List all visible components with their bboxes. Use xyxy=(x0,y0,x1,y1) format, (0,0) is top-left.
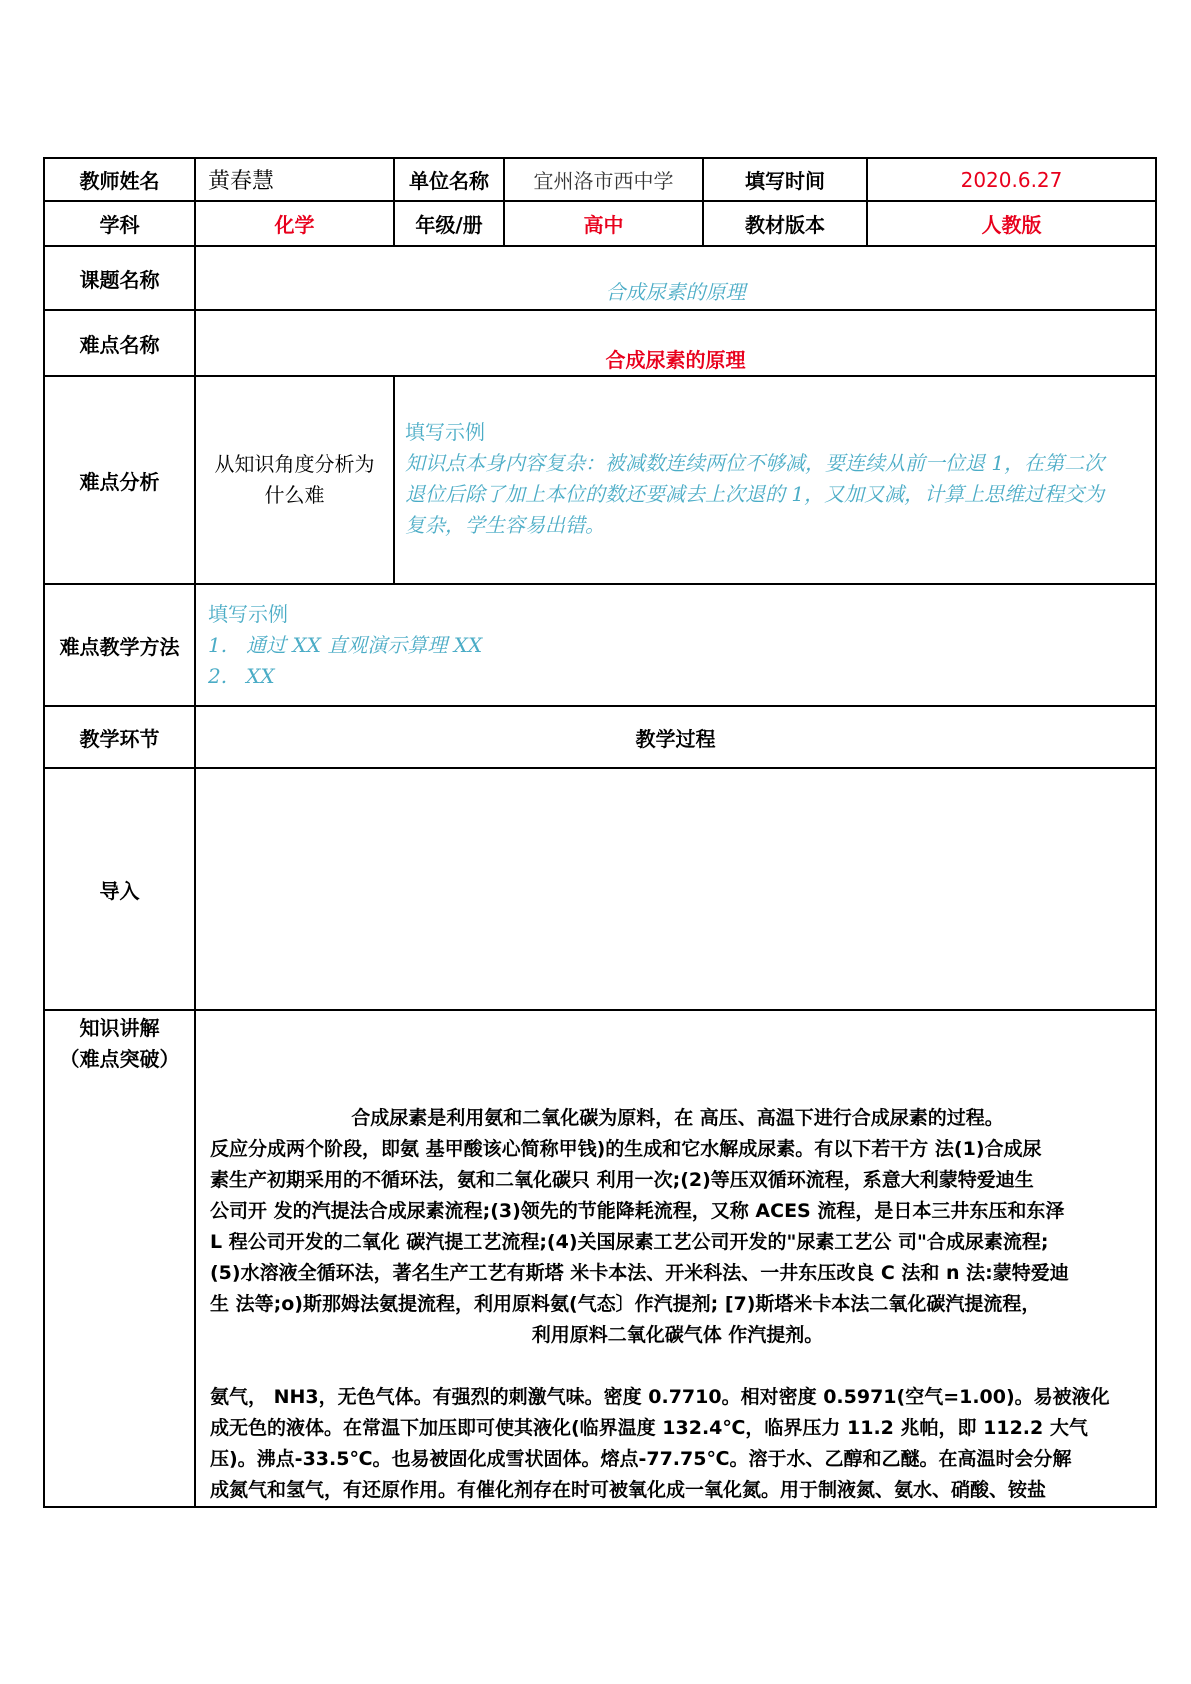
method-label: 难点教学方法 xyxy=(44,584,195,706)
method-row xyxy=(44,584,1156,706)
analysis-row xyxy=(44,376,1156,584)
lesson-plan-form xyxy=(43,157,1155,1508)
fill-date-label: 填写时间 xyxy=(703,158,867,201)
intro-label: 导入 xyxy=(44,768,195,1010)
header-row-2 xyxy=(44,201,1156,246)
knowledge-line: 利用原料二氧化碳气体 作汽提剂。 xyxy=(531,1324,824,1346)
lesson-plan-table xyxy=(43,157,1157,1508)
teacher-name-value: 黄春慧 xyxy=(195,158,394,201)
method-line: 1. 通过 XX 直观演示算理 XX xyxy=(208,633,483,657)
process-value: 教学过程 xyxy=(195,706,1156,768)
knowledge-line: 成无色的液体。在常温下加压即可使其液化(临界温度 132.4℃，临界压力 11.2 兆帕，即 112.2 大气 xyxy=(210,1417,1088,1439)
analysis-sub-label xyxy=(195,376,394,584)
knowledge-line: 公司开 发的汽提法合成尿素流程;(3)领先的节能降耗流程，又称 ACES 流程，是日本三井东压和东泽 xyxy=(210,1200,1065,1222)
method-example-title: 填写示例 xyxy=(208,602,288,626)
knowledge-label-line-1: 知识讲解 xyxy=(79,1016,160,1040)
difficulty-value: 合成尿素的原理 xyxy=(195,310,1156,376)
method-line: 2. XX xyxy=(208,664,275,688)
analysis-sub-label-line-2: 什么难 xyxy=(264,483,325,507)
knowledge-line: (5)水溶液全循环法，著名生产工艺有斯塔 米卡本法、开米科法、一井东压改良 C 法和 n 法:蒙特爱迪 xyxy=(210,1262,1069,1284)
edition-label: 教材版本 xyxy=(703,201,867,246)
process-label: 教学环节 xyxy=(44,706,195,768)
subject-value: 化学 xyxy=(195,201,394,246)
analysis-example xyxy=(394,376,1156,584)
knowledge-line: 成氮气和氢气，有还原作用。有催化剂存在时可被氧化成一氧化氮。用于制液氮、氨水、硝酸、铵盐 xyxy=(210,1479,1047,1501)
knowledge-line: 素生产初期采用的不循环法，氨和二氧化碳只 利用一次;(2)等压双循环流程，系意大利蒙特爱迪生 xyxy=(210,1169,1034,1191)
topic-row xyxy=(44,246,1156,310)
knowledge-content xyxy=(195,1010,1156,1507)
unit-name-label: 单位名称 xyxy=(394,158,504,201)
knowledge-line: 反应分成两个阶段，即氨 基甲酸该心简称甲钱)的生成和它水解成尿素。有以下若干方 法(1)合成尿 xyxy=(210,1138,1042,1160)
subject-label: 学科 xyxy=(44,201,195,246)
analysis-label: 难点分析 xyxy=(44,376,195,584)
knowledge-label xyxy=(44,1010,195,1507)
difficulty-label: 难点名称 xyxy=(44,310,195,376)
knowledge-line: 生 法等;o)斯那姆法氨提流程，利用原料氨(气态〕作汽提剂; [7)斯塔米卡本法二氧化碳汽提流程， xyxy=(210,1293,1041,1315)
knowledge-line: 氨气， NH3，无色气体。有强烈的刺激气味。密度 0.7710。相对密度 0.5971(空气=1.00)。易被液化 xyxy=(210,1386,1110,1408)
analysis-example-line: 知识点本身内容复杂：被减数连续两位不够减，要连续从前一位退 1，在第二次 xyxy=(405,451,1105,475)
difficulty-row xyxy=(44,310,1156,376)
topic-label: 课题名称 xyxy=(44,246,195,310)
grade-label: 年级/册 xyxy=(394,201,504,246)
analysis-sub-label-line-1: 从知识角度分析为 xyxy=(214,452,375,476)
method-content xyxy=(195,584,1156,706)
knowledge-line: L 程公司开发的二氧化 碳汽提工艺流程;(4)关国尿素工艺公司开发的"尿素工艺公 司"合成尿素流程; xyxy=(210,1231,1049,1253)
fill-date-value: 2020.6.27 xyxy=(867,158,1156,201)
analysis-example-line: 复杂，学生容易出错。 xyxy=(405,513,605,537)
edition-value: 人教版 xyxy=(867,201,1156,246)
topic-value: 合成尿素的原理 xyxy=(195,246,1156,310)
knowledge-label-line-2: （难点突破） xyxy=(59,1047,180,1071)
header-row-1 xyxy=(44,158,1156,201)
grade-value: 高中 xyxy=(504,201,703,246)
knowledge-line: 合成尿素是利用氨和二氧化碳为原料，在 高压、高温下进行合成尿素的过程。 xyxy=(351,1107,1004,1129)
unit-name-value: 宜州洛市西中学 xyxy=(504,158,703,201)
process-row xyxy=(44,706,1156,768)
teacher-name-label: 教师姓名 xyxy=(44,158,195,201)
analysis-example-line: 退位后除了加上本位的数还要减去上次退的 1，又加又减，计算上思维过程交为 xyxy=(405,482,1105,506)
analysis-example-title: 填写示例 xyxy=(405,420,485,444)
intro-content xyxy=(195,768,1156,1010)
knowledge-row xyxy=(44,1010,1156,1507)
knowledge-line: 压)。沸点-33.5℃。也易被固化成雪状固体。熔点-77.75℃。溶于水、乙醇和乙醚。在高温时会分解 xyxy=(210,1448,1072,1470)
intro-row xyxy=(44,768,1156,1010)
